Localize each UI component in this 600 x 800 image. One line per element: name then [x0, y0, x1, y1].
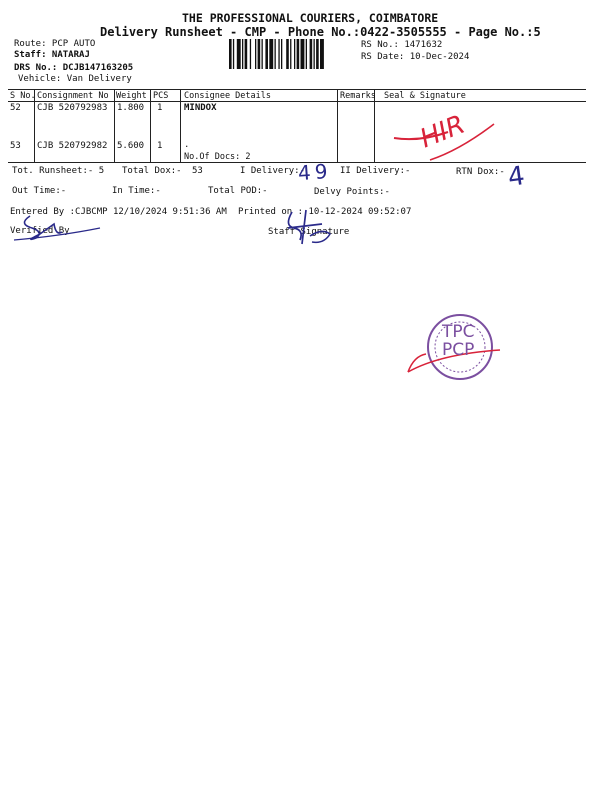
- barcode-bar: [320, 39, 324, 69]
- barcode-bar: [242, 39, 243, 69]
- barcode-bar: [269, 39, 273, 69]
- barcode-bar: [310, 39, 313, 69]
- row-consignment: CJB 520792982: [37, 141, 108, 151]
- barcode-bar: [316, 39, 319, 69]
- row-sno: 53: [10, 141, 21, 151]
- barcode-bar: [255, 39, 256, 69]
- staff-label: Staff: NATARAJ: [14, 50, 90, 60]
- verified-by: Verified By: [10, 226, 70, 236]
- row-doc-count: No.Of Docs: 2: [184, 152, 251, 162]
- barcode-bar: [301, 39, 305, 69]
- barcode-bar: [306, 39, 307, 69]
- header-pcs: PCS: [153, 91, 169, 101]
- barcode: [229, 39, 353, 69]
- barcode-bar: [281, 39, 282, 69]
- col-divider: [180, 89, 181, 162]
- barcode-bar: [314, 39, 315, 69]
- header-seal: Seal & Signature: [384, 91, 466, 101]
- col-divider: [114, 89, 115, 162]
- table-top-border: [8, 89, 586, 90]
- barcode-bar: [294, 39, 295, 69]
- barcode-bar: [245, 39, 248, 69]
- route-label: Route: PCP AUTO: [14, 39, 96, 49]
- col-divider: [337, 89, 338, 162]
- printed-on: Printed on : 10-12-2024 09:52:07: [238, 207, 412, 217]
- rtn-dox-label: RTN Dox:-: [456, 167, 505, 177]
- stamp-line2: PCP: [442, 340, 475, 360]
- total-dox-value: 53: [192, 166, 203, 176]
- in-time: In Time:-: [112, 186, 161, 196]
- red-scribble-icon: [390, 110, 500, 170]
- tot-runsheet: Tot. Runsheet:- 5: [12, 166, 105, 176]
- header-sno: S No.: [10, 91, 36, 101]
- rs-number: RS No.: 1471632: [361, 40, 443, 50]
- table-header-border: [8, 101, 586, 102]
- out-time: Out Time:-: [12, 186, 67, 196]
- handwritten-mark: HIR: [416, 109, 470, 155]
- staff-signature-icon: [262, 206, 342, 250]
- runsheet-subtitle: Delivery Runsheet - CMP - Phone No.:0422-3505555 - Page No.:5: [100, 25, 541, 39]
- row-consignee: .: [184, 140, 190, 150]
- barcode-bar: [275, 39, 276, 69]
- header-weight: Weight: [116, 91, 147, 101]
- row-consignment: CJB 520792983: [37, 103, 108, 113]
- row-sno: 52: [10, 103, 21, 113]
- rtn-dox-handwritten: 4: [505, 160, 527, 194]
- barcode-bar: [237, 39, 241, 69]
- staff-signature: Staff Signature: [268, 227, 350, 237]
- barcode-bar: [233, 39, 234, 69]
- verifier-signature-icon: [10, 210, 110, 244]
- barcode-bar: [297, 39, 300, 69]
- company-title: THE PROFESSIONAL COURIERS, COIMBATORE: [182, 11, 439, 25]
- barcode-bar: [265, 39, 268, 69]
- i-delivery-handwritten: 49: [297, 158, 333, 186]
- row-pcs: 1: [157, 141, 163, 151]
- barcode-bar: [286, 39, 289, 69]
- stamp-line1: TPC: [442, 322, 475, 342]
- rs-date: RS Date: 10-Dec-2024: [361, 52, 470, 62]
- row-weight: 5.600: [117, 141, 145, 151]
- barcode-bar: [258, 39, 261, 69]
- barcode-bar: [250, 39, 251, 69]
- entered-by: Entered By :CJBCMP 12/10/2024 9:51:36 AM: [10, 207, 227, 217]
- header-consignee: Consignee Details: [184, 91, 271, 101]
- vehicle-label: Vehicle: Van Delivery: [18, 74, 132, 84]
- delvy-points: Delvy Points:-: [314, 187, 390, 197]
- barcode-bar: [262, 39, 263, 69]
- i-delivery-label: I Delivery:-: [240, 166, 306, 176]
- row-pcs: 1: [157, 103, 163, 113]
- row-consignee: MINDOX: [184, 103, 217, 113]
- total-dox-label: Total Dox:-: [122, 166, 182, 176]
- barcode-bar: [290, 39, 291, 69]
- total-pod: Total POD:-: [208, 186, 268, 196]
- barcode-bar: [229, 39, 232, 69]
- row-weight: 1.800: [117, 103, 145, 113]
- col-divider: [150, 89, 151, 162]
- barcode-bar: [278, 39, 279, 69]
- ii-delivery-label: II Delivery:-: [340, 166, 411, 176]
- header-consignment: Consignment No: [37, 91, 109, 101]
- header-remarks: Remarks: [340, 91, 376, 101]
- drs-number: DRS No.: DCJB147163205: [14, 63, 134, 73]
